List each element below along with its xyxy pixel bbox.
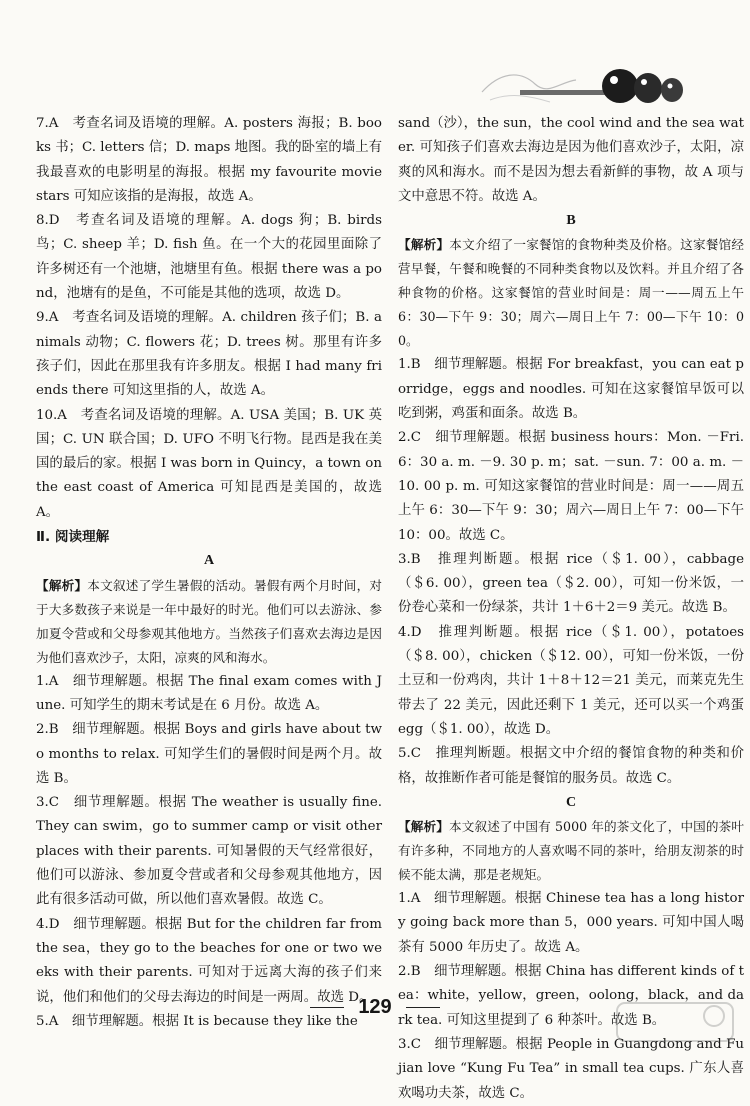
answer-item: 2.B 细节理解题。根据 China has different kinds of tea：white，yellow，green，oolong，black，and dark tea. 可知这里提到了 6 种茶叶。故选 B。: [398, 964, 744, 1028]
answer-item: 2.C 细节理解题。根据 business hours：Mon. －Fri. 6：30 a. m. －9. 30 p. m；sat. －sun. 7：00 a. m. －10. 00 p. m. 可知这家餐馆的营业时间是：周一——周五上午 6：30—下午 9：30；周六—周日上午 7：00—下午 10：00。故选 C。: [398, 430, 744, 543]
answer-item: 3.C 细节理解题。根据 People in Guangdong and Fujian love “Kung Fu Tea” in small tea cups. 广东人喜欢喝功夫茶，故选 C。: [398, 1036, 744, 1101]
analysis-text: 本文叙述了学生暑假的活动。暑假有两个月时间，对于大多数孩子来说是一年中最好的时光。他们可以去游泳、参加夏令营或和父母参观其他地方。当然孩子们喜欢去海边是因为他们喜欢沙子，太阳，凉爽的风和海水。: [36, 577, 383, 665]
answer-item: 3.B 推理判断题。根据 rice（＄1. 00），cabbage（＄6. 00），green tea（＄2. 00），可知一份米饭，一份卷心菜和一份绿茶，共计 1＋6＋2＝9 美元。故选 B。: [398, 551, 744, 616]
analysis-paragraph: [398, 815, 744, 887]
section-heading: Ⅱ. 阅读理解: [36, 529, 110, 546]
left-column: [36, 112, 382, 1034]
answer-item: 10.A 考查名词及语境的理解。A. USA 美国；B. UK 英国；C. UN 联合国；D. UFO 不明飞行物。昆西是我在美国的最后的家。根据 I was born in Quincy，a town on the east coast of America 可知昆西是美国的，故选 A。: [36, 407, 382, 520]
answer-item: 4.D 推理判断题。根据 rice（＄1. 00），potatoes（＄8. 00），chicken（＄12. 00），可知一份米饭，一份土豆和一份鸡肉，共计 1＋8＋12＝21 美元，而莱克先生带去了 22 美元，因此还剩下 1 美元，还可以买一个鸡蛋 egg（＄1. 00），故选 D。: [398, 624, 744, 737]
answer-item: 1.A 细节理解题。根据 The final exam comes with June. 可知学生的期末考试是在 6 月份。故选 A。: [36, 673, 382, 713]
answer-item: 7.A 考查名词及语境的理解。A. posters 海报；B. books 书；C. letters 信；D. maps 地图。我的卧室的墙上有我最喜欢的电影明星的海报。根据 my favourite movie stars 可知应该指的是海报，故选 A。: [36, 116, 382, 204]
answer-item: 1.A 细节理解题。根据 Chinese tea has a long history going back more than 5，000 years. 可知中国人喝茶有 5000 年历史了。故选 A。: [398, 891, 744, 955]
answer-item: 5.C 推理判断题。根据文中介绍的餐馆食物的种类和价格，故推断作者可能是餐馆的服务员。故选 C。: [398, 746, 744, 786]
analysis-tag: 【解析】: [36, 577, 88, 593]
analysis-text: 本文叙述了中国有 5000 年的茶文化了，中国的茶叶有许多种，不同地方的人喜欢喝不同的茶叶，给朋友沏茶的时候不能太满，那是老规矩。: [398, 819, 744, 883]
answer-item: 2.B 细节理解题。根据 Boys and girls have about two months to relax. 可知学生们的暑假时间是两个月。故选 B。: [36, 722, 382, 786]
answer-item: 1.B 细节理解题。根据 For breakfast，you can eat porridge，eggs and noodles. 可知在这家餐馆早饭可以吃到粥，鸡蛋和面条。故选 B。: [398, 357, 744, 422]
watermark-logo: [616, 1002, 734, 1042]
answer-item: 8.D 考查名词及语境的理解。A. dogs 狗；B. birds 鸟；C. sheep 羊；D. fish 鱼。在一个大的花园里面除了许多树还有一个池塘，池塘里有鱼。根据 there was a pond，池塘有的是鱼，不可能是其他的选项，故选 D。: [36, 213, 382, 302]
analysis-tag: 【解析】: [398, 819, 449, 835]
footer-dash-left: [310, 1007, 344, 1008]
answer-item: 3.C 细节理解题。根据 The weather is usually fine. They can swim，go to summer camp or visit other places with their parents. 可知暑假的天气经常很好，他们可以游泳、参加夏令营或者和父母参观其他地方，因此有很多活动可做，所以他们喜欢暑假。故选 C。: [36, 795, 382, 908]
header-decoration: [480, 62, 695, 110]
answer-item: 9.A 考查名词及语境的理解。A. children 孩子们；B. animals 动物；C. flowers 花；D. trees 树。那里有许多孩子们，因此在那里我有许多朋友。根据 I had many friends there 可知这里指的人，故选 A。: [36, 310, 382, 399]
passage-label: C: [565, 794, 577, 810]
passage-label: A: [203, 553, 215, 569]
analysis-paragraph: [36, 574, 382, 670]
page-number: 129: [358, 996, 392, 1018]
continued-paragraph: sand（沙），the sun，the cool wind and the sea water. 可知孩子们喜欢去海边是因为他们喜欢沙子，太阳，凉爽的风和海水。而不是因为想去看新鲜的事物，故 A 项与文中意思不符。故选 A。: [398, 116, 744, 204]
answer-item: 4.D 细节理解题。根据 But for the children far from the sea，they go to the beaches for one or two weeks with their parents. 可知对于远离大海的孩子们来说，他们和他们的父母去海边的时间是一两周。故选 D。: [36, 916, 382, 1005]
answer-item: 5.A 细节理解题。根据 It is because they like the: [36, 1013, 358, 1029]
passage-label: B: [566, 213, 576, 229]
analysis-tag: 【解析】: [398, 237, 450, 253]
analysis-paragraph: [398, 233, 744, 353]
right-column: [398, 112, 744, 1106]
analysis-text: 本文介绍了一家餐馆的食物种类及价格。这家餐馆经营早餐，午餐和晚餐的不同种类食物以及饮料。并且介绍了各种食物的价格。这家餐馆的营业时间是：周一——周五上午 6：30—下午 9：30；周六—周日上午 7：00—下午 10：00。: [398, 237, 745, 349]
footer-dash-right: [406, 1007, 440, 1008]
